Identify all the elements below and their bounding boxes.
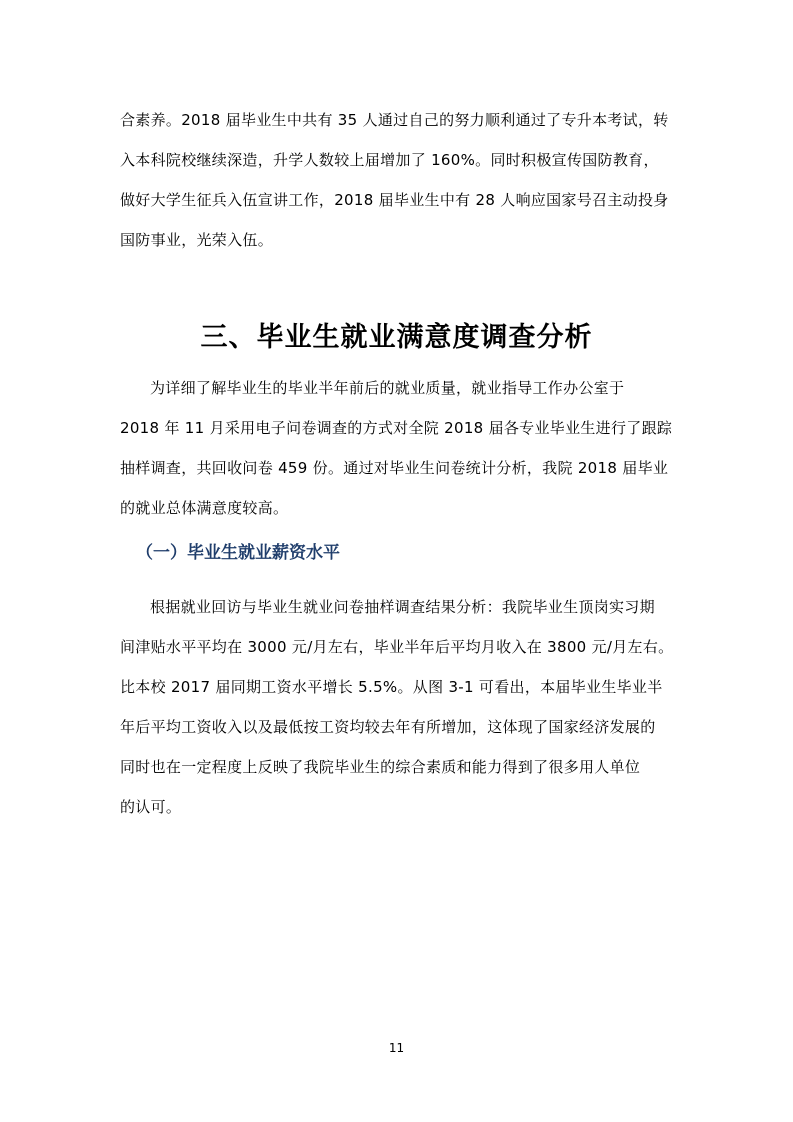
paragraph-line: 国防事业，光荣入伍。: [120, 231, 274, 249]
paragraph-line: 根据就业回访与毕业生就业问卷抽样调查结果分析：我院毕业生顶岗实习期: [150, 598, 655, 616]
paragraph-line: 抽样调查，共回收问卷 459 份。通过对毕业生问卷统计分析，我院 2018 届毕业: [120, 459, 669, 477]
paragraph-line: 的认可。: [120, 798, 182, 816]
paragraph-line: 的就业总体满意度较高。: [120, 499, 289, 517]
paragraph-line: 为详细了解毕业生的毕业半年前后的就业质量，就业指导工作办公室于: [150, 379, 625, 397]
subsection-title: （一）毕业生就业薪资水平: [136, 543, 340, 563]
paragraph-line: 间津贴水平平均在 3000 元/月左右，毕业半年后平均月收入在 3800 元/月左右。: [120, 638, 674, 656]
paragraph-line: 合素养。2018 届毕业生中共有 35 人通过自己的努力顺利通过了专升本考试，转: [120, 111, 669, 129]
paragraph-line: 年后平均工资收入以及最低按工资均较去年有所增加，这体现了国家经济发展的: [120, 718, 656, 736]
paragraph-line: 2018 年 11 月采用电子问卷调查的方式对全院 2018 届各专业毕业生进行了跟踪: [120, 419, 673, 437]
paragraph-line: 比本校 2017 届同期工资水平增长 5.5%。从图 3-1 可看出，本届毕业生毕业半: [120, 678, 663, 696]
page-number: 11: [388, 1041, 405, 1055]
paragraph-line: 入本科院校继续深造，升学人数较上届增加了 160%。同时积极宣传国防教育，: [120, 151, 659, 169]
paragraph-line: 同时也在一定程度上反映了我院毕业生的综合素质和能力得到了很多用人单位: [120, 758, 641, 776]
section-title: 三、毕业生就业满意度调查分析: [200, 322, 593, 353]
paragraph-line: 做好大学生征兵入伍宣讲工作，2018 届毕业生中有 28 人响应国家号召主动投身: [120, 191, 669, 209]
